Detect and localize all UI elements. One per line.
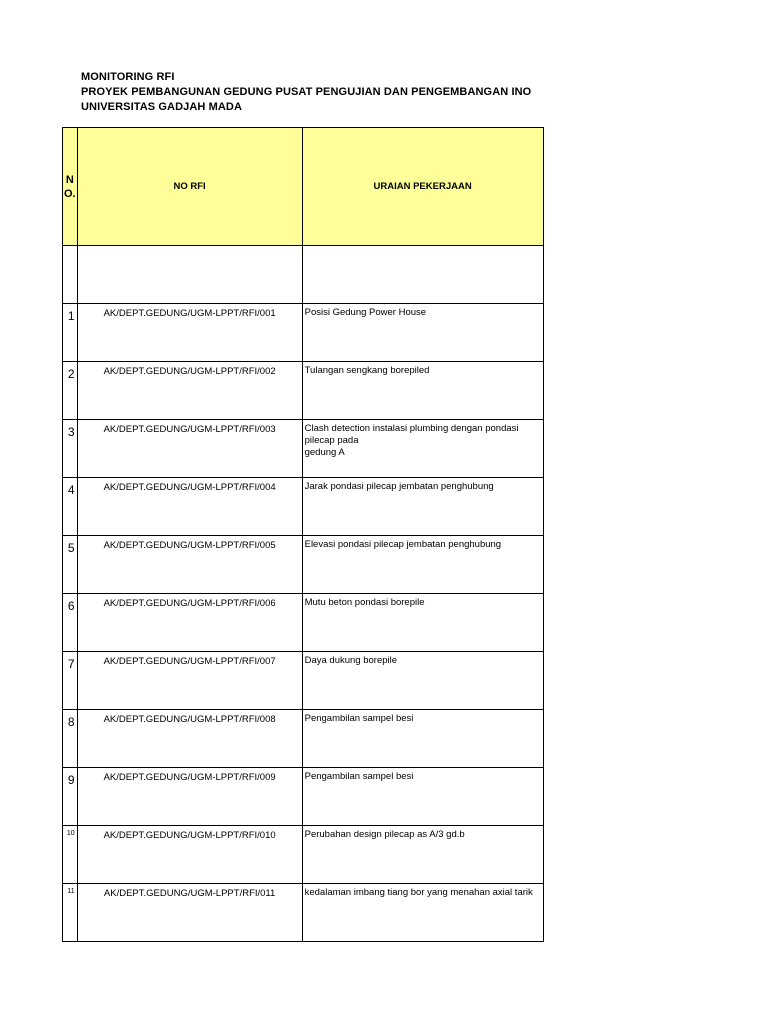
table-header-row (63, 128, 544, 246)
uraian-line: Perubahan design pilecap as A/3 gd.b (304, 829, 465, 840)
cell-uraian-pekerjaan[interactable] (302, 710, 543, 768)
uraian-line: Clash detection instalasi plumbing dengan pondasi pilecap pada (304, 423, 519, 446)
cell-no[interactable]: 10 (63, 826, 78, 884)
cell-no[interactable]: 8 (63, 710, 78, 768)
table-row (63, 594, 544, 652)
cell-no[interactable]: 11 (63, 884, 78, 942)
cell-no-rfi[interactable]: AK/DEPT.GEDUNG/UGM-LPPT/RFI/009 (77, 768, 302, 826)
header-no[interactable]: NO. (63, 128, 78, 246)
uraian-line: Posisi Gedung Power House (304, 307, 427, 318)
uraian-line: Tulangan sengkang borepiled (304, 365, 430, 376)
cell-uraian-pekerjaan[interactable] (302, 768, 543, 826)
table-row (63, 362, 544, 420)
cell-empty[interactable] (77, 246, 302, 304)
uraian-line: Daya dukung borepile (304, 655, 398, 666)
cell-no-rfi[interactable]: AK/DEPT.GEDUNG/UGM-LPPT/RFI/010 (77, 826, 302, 884)
report-title: MONITORING RFI (81, 71, 175, 83)
cell-empty[interactable] (63, 246, 78, 304)
table-row-empty (63, 246, 544, 304)
cell-uraian-pekerjaan[interactable] (302, 884, 543, 942)
cell-uraian-pekerjaan[interactable] (302, 536, 543, 594)
cell-no-rfi[interactable]: AK/DEPT.GEDUNG/UGM-LPPT/RFI/001 (77, 304, 302, 362)
rfi-table (62, 127, 544, 942)
uraian-line: kedalaman imbang tiang bor yang menahan axial tarik (304, 887, 533, 898)
cell-uraian-pekerjaan[interactable] (302, 826, 543, 884)
table-row (63, 420, 544, 478)
cell-empty[interactable] (302, 246, 543, 304)
cell-no[interactable]: 1 (63, 304, 78, 362)
table-row (63, 710, 544, 768)
uraian-line: Elevasi pondasi pilecap jembatan penghubung (304, 539, 502, 550)
table-row (63, 826, 544, 884)
cell-no[interactable]: 4 (63, 478, 78, 536)
cell-no[interactable]: 6 (63, 594, 78, 652)
cell-uraian-pekerjaan[interactable] (302, 652, 543, 710)
cell-uraian-pekerjaan[interactable] (302, 594, 543, 652)
project-title: PROYEK PEMBANGUNAN GEDUNG PUSAT PENGUJIAN DAN PENGEMBANGAN INO (81, 86, 532, 98)
cell-uraian-pekerjaan[interactable] (302, 420, 543, 478)
cell-uraian-pekerjaan[interactable] (302, 304, 543, 362)
cell-no[interactable]: 9 (63, 768, 78, 826)
table-row (63, 304, 544, 362)
cell-no-rfi[interactable]: AK/DEPT.GEDUNG/UGM-LPPT/RFI/002 (77, 362, 302, 420)
uraian-line: Pengambilan sampel besi (304, 713, 414, 724)
uraian-line: gedung A (304, 447, 345, 458)
table-row (63, 478, 544, 536)
cell-no-rfi[interactable]: AK/DEPT.GEDUNG/UGM-LPPT/RFI/005 (77, 536, 302, 594)
cell-no[interactable]: 5 (63, 536, 78, 594)
cell-no-rfi[interactable]: AK/DEPT.GEDUNG/UGM-LPPT/RFI/011 (77, 884, 302, 942)
uraian-line: Pengambilan sampel besi (304, 771, 414, 782)
cell-uraian-pekerjaan[interactable] (302, 362, 543, 420)
table-row (63, 652, 544, 710)
university-title: UNIVERSITAS GADJAH MADA (81, 101, 242, 113)
table-row (63, 768, 544, 826)
report-title-block (81, 70, 544, 115)
cell-uraian-pekerjaan[interactable] (302, 478, 543, 536)
table-row (63, 884, 544, 942)
cell-no[interactable]: 3 (63, 420, 78, 478)
header-no-rfi[interactable]: NO RFI (77, 128, 302, 246)
cell-no-rfi[interactable]: AK/DEPT.GEDUNG/UGM-LPPT/RFI/007 (77, 652, 302, 710)
table-row (63, 536, 544, 594)
cell-no[interactable]: 7 (63, 652, 78, 710)
cell-no-rfi[interactable]: AK/DEPT.GEDUNG/UGM-LPPT/RFI/008 (77, 710, 302, 768)
header-uraian-pekerjaan[interactable]: URAIAN PEKERJAAN (302, 128, 543, 246)
cell-no-rfi[interactable]: AK/DEPT.GEDUNG/UGM-LPPT/RFI/004 (77, 478, 302, 536)
uraian-line: Mutu beton pondasi borepile (304, 597, 425, 608)
cell-no-rfi[interactable]: AK/DEPT.GEDUNG/UGM-LPPT/RFI/003 (77, 420, 302, 478)
uraian-line: Jarak pondasi pilecap jembatan penghubung (304, 481, 494, 492)
cell-no[interactable]: 2 (63, 362, 78, 420)
cell-no-rfi[interactable]: AK/DEPT.GEDUNG/UGM-LPPT/RFI/006 (77, 594, 302, 652)
